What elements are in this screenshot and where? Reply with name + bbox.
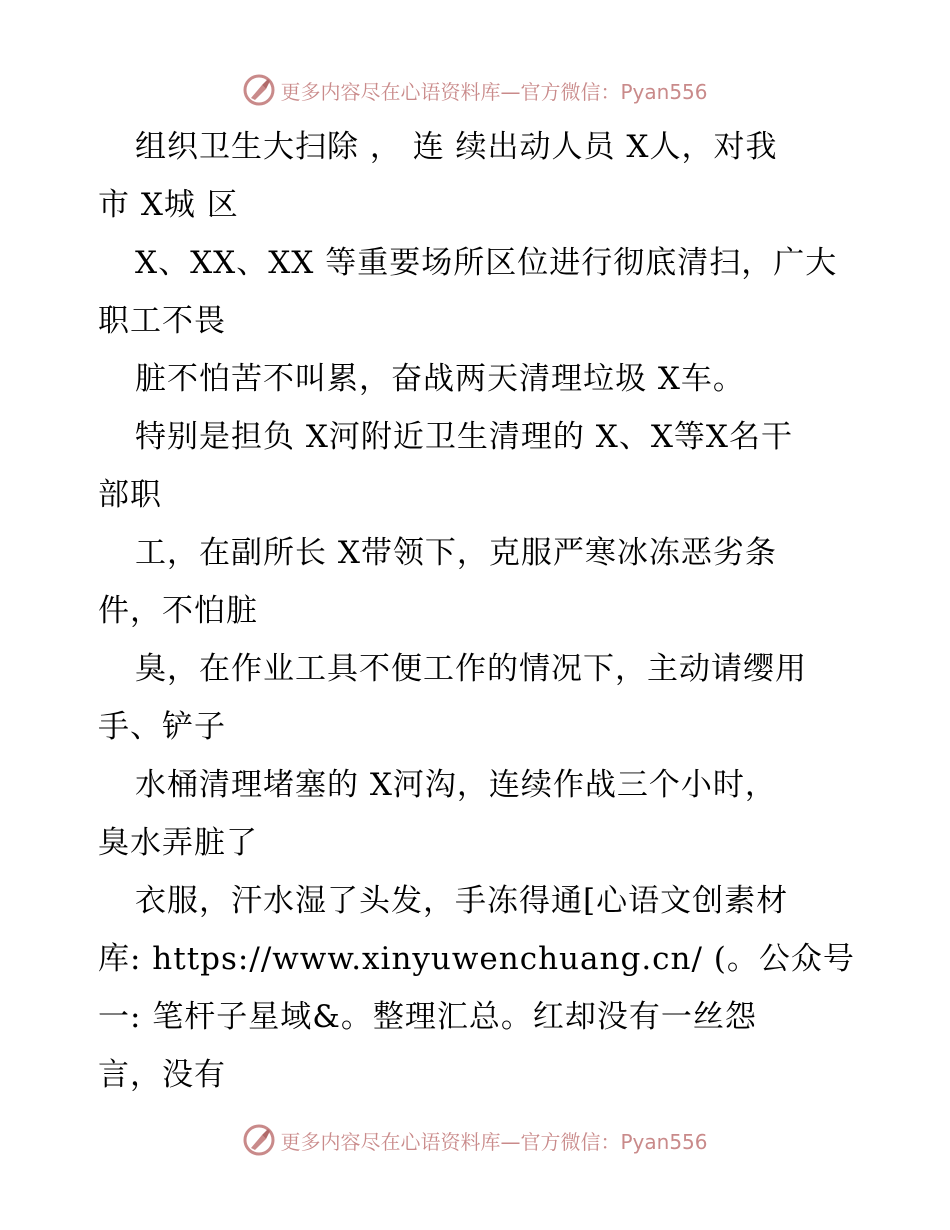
pen-nib-logo-icon <box>242 1123 276 1157</box>
text-line: 件，不怕脏 <box>98 593 258 629</box>
text-line: 臭，在作业工具不便工作的情况下，主动请缨用 <box>135 651 807 687</box>
text-line: 水桶清理堵塞的 X河沟，连续作战三个小时， <box>135 767 777 803</box>
watermark-text <box>280 1126 707 1155</box>
watermark-label: 更多内容尽在心语资料库—官方微信： <box>280 1129 621 1154</box>
watermark-label: 更多内容尽在心语资料库—官方微信： <box>280 79 621 104</box>
wechat-id: Pyan556 <box>620 1129 708 1154</box>
text-line: 市 X城 区 <box>98 187 239 223</box>
text-line: 部职 <box>98 477 162 513</box>
text-line: 手、铲子 <box>98 709 226 745</box>
footer-watermark-banner <box>0 1120 950 1160</box>
wechat-id: Pyan556 <box>620 79 708 104</box>
pen-nib-logo-icon <box>242 73 276 107</box>
watermark-text <box>280 76 707 105</box>
text-line: X、XX、XX 等重要场所区位进行彻底清扫，广大 <box>135 245 838 281</box>
text-line: 一: 笔杆子星域&。整理汇总。红却没有一丝怨 <box>98 999 757 1035</box>
text-line: 组织卫生大扫除 ， 连 续出动人员 X人，对我 <box>135 129 778 165</box>
text-line: 脏不怕苦不叫累，奋战两天清理垃圾 X车。 <box>135 361 745 397</box>
text-line: 言，没有 <box>98 1057 226 1093</box>
text-line: 工，在副所长 X带领下，克服严寒冰冻恶劣条 <box>135 535 777 571</box>
text-line: 臭水弄脏了 <box>98 825 258 861</box>
header-watermark-banner <box>0 70 950 110</box>
text-line: 衣服，汗水湿了头发，手冻得通[心语文创素材 <box>135 883 789 919</box>
document-body <box>98 118 858 1104</box>
text-line: 特别是担负 X河附近卫生清理的 X、X等X名干 <box>135 419 793 455</box>
text-line: 职工不畏 <box>98 303 226 339</box>
text-line: 库: https://www.xinyuwenchuang.cn/ (。公众号 <box>98 941 855 977</box>
